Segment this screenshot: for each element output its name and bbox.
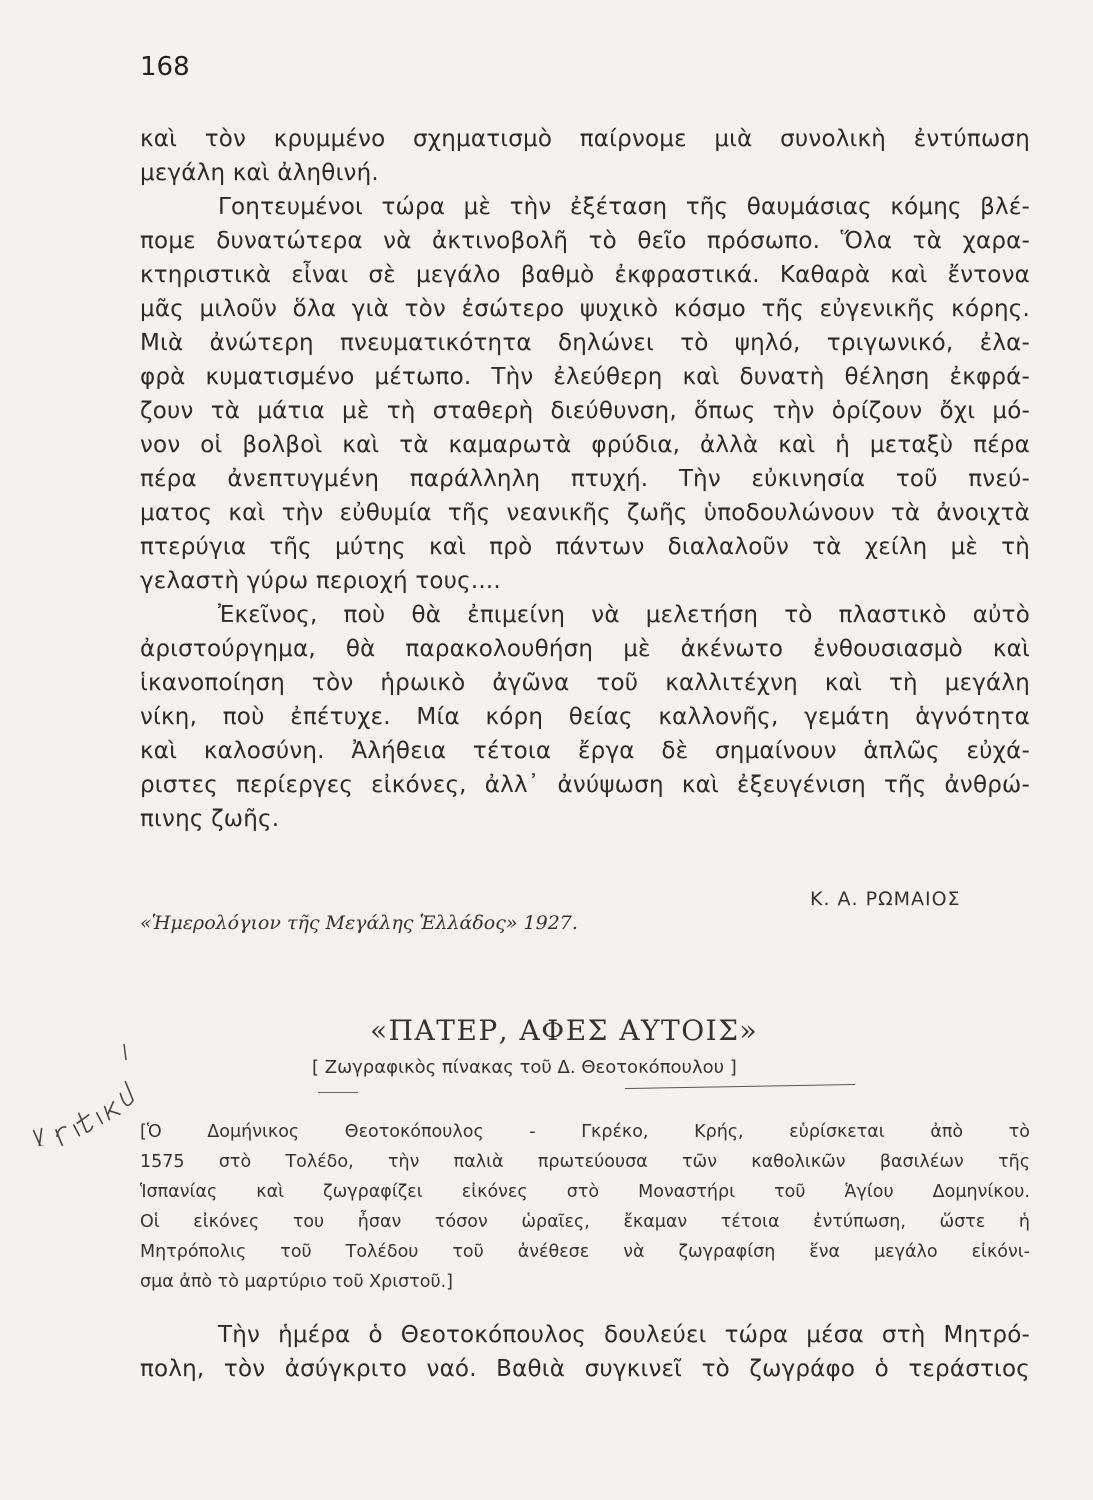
- continuation-text: [140, 1318, 1030, 1386]
- text-line: πινης ζωῆς.: [140, 806, 280, 832]
- note-line: Οἱ εἰκόνες του ἦσαν τόσον ὡραῖες, ἔκαμαν τέτοια ἐντύπωση, ὥστε ἡ: [140, 1212, 1030, 1232]
- text-line: καὶ καλοσύνη. Ἀλήθεια τέτοια ἔργα δὲ σημαίνουν ἁπλῶς εὐχά-: [140, 738, 1030, 764]
- text-line: ριστες περίεργες εἰκόνες, ἀλλ᾽ ἀνύψωση καὶ ἐξευγένιση τῆς ἀνθρώ-: [140, 772, 1030, 798]
- handwriting-stroke: [54, 1125, 74, 1146]
- text-line: ζουν τὰ μάτια μὲ τὴ σταθερὴ διεύθυνση, ὅπως τὴν ὁρίζουν ὄχι μό-: [140, 398, 1030, 424]
- text-line: ἀριστούργημα, θὰ παρακολουθήση μὲ ἀκένωτο ἐνθουσιασμὸ καὶ: [140, 636, 1030, 662]
- handwriting-stroke: [124, 1044, 126, 1060]
- text-line: καὶ τὸν κρυμμένο σχηματισμὸ παίρνομε μιὰ συνολικὴ ἐντύπωση: [140, 126, 1030, 152]
- text-line: πομε δυνατώτερα νὰ ἀκτινοβολῆ τὸ θεῖο πρόσωπο. Ὅλα τὰ χαρα-: [140, 228, 1030, 254]
- text-line: Μιὰ ἀνώτερη πνευματικότητα δηλώνει τὸ ψηλό, τριγωνικό, ἐλα-: [140, 330, 1030, 356]
- text-line: κτηριστικὰ εἶναι σὲ μεγάλο βαθμὸ ἐκφραστικά. Καθαρὰ καὶ ἔντονα: [140, 262, 1030, 288]
- section-subtitle: [ Ζωγραφικὸς πίνακας τοῦ Δ. Θεοτοκόπουλου ]: [312, 1057, 737, 1078]
- handwriting-stroke: [116, 1082, 136, 1107]
- text-line: Τὴν ἡμέρα ὁ Θεοτοκόπουλος δουλεύει τώρα μέσα στὴ Μητρό-: [218, 1322, 1030, 1348]
- note-line: σμα ἀπὸ τὸ μαρτύριο τοῦ Χριστοῦ.]: [140, 1272, 454, 1292]
- source-citation: «Ἡμερολόγιον τῆς Μεγάλης Ἑλλάδος» 1927.: [140, 912, 578, 934]
- text-line: φρὰ κυματισμένο μέτωπο. Τὴν ἐλεύθερη καὶ δυνατὴ θέληση ἐκφρά-: [140, 364, 1030, 390]
- note-line: [Ὁ Δομήνικος Θεοτοκόπουλος - Γκρέκο, Κρής, εὑρίσκεται ἀπὸ τὸ: [140, 1122, 1030, 1142]
- text-line: Γοητευμένοι τώρα μὲ τὴν ἐξέταση τῆς θαυμάσιας κόμης βλέ-: [218, 194, 1030, 220]
- note-line: Μητρόπολις τοῦ Τολέδου τοῦ ἀνέθεσε νὰ ζωγραφίση ἕνα μεγάλο εἰκόνι-: [140, 1242, 1030, 1262]
- page-number: 168: [140, 52, 190, 82]
- handwriting-stroke: [103, 1102, 120, 1120]
- text-line: πέρα ἀνεπτυγμένη παράλληλη πτυχή. Τὴν εὐκινησία τοῦ πνεύ-: [140, 466, 1030, 492]
- text-line: μεγάλη καὶ ἀληθινή.: [140, 160, 379, 186]
- text-line: Ἐκεῖνος, ποὺ θὰ ἐπιμείνη νὰ μελετήση τὸ πλαστικὸ αὐτὸ: [218, 602, 1030, 628]
- text-line: ἱκανοποίηση τὸν ἡρωικὸ ἀγῶνα τοῦ καλλιτέχνη καὶ τὴ μεγάλη: [140, 670, 1030, 696]
- text-line: νίκη, ποὺ ἐπέτυχε. Μία κόρη θείας καλλονῆς, γεμάτη ἁγνότητα: [140, 704, 1030, 730]
- main-text: [140, 122, 1030, 836]
- handwriting-stroke: [97, 1113, 103, 1124]
- text-line: πτερύγια τῆς μύτης καὶ πρὸ πάντων διαλαλοῦν τὰ χείλη μὲ τὴ: [140, 534, 1030, 560]
- text-line: γελαστὴ γύρω περιοχή τους....: [140, 568, 501, 594]
- handwriting-stroke: [74, 1125, 80, 1136]
- text-line: νον οἱ βολβοὶ καὶ τὰ καμαρωτὰ φρύδια, ἀλλὰ καὶ ἡ μεταξὺ πέρα: [140, 432, 1030, 458]
- editorial-note: [140, 1117, 1030, 1297]
- text-line: μᾶς μιλοῦν ὅλα γιὰ τὸν ἐσώτερο ψυχικὸ κόσμο τῆς εὐγενικῆς κόρης.: [140, 296, 1030, 322]
- pencil-dash: [318, 1092, 358, 1093]
- note-line: Ἱσπανίας καὶ ζωγραφίζει εἰκόνες στὸ Μοναστήρι τοῦ Ἁγίου Δομηνίκου.: [140, 1182, 1030, 1202]
- text-line: πολη, τὸν ἀσύγκριτο ναό. Βαθιὰ συγκινεῖ τὸ ζωγράφο ὁ τεράστιος: [140, 1356, 1030, 1382]
- author-signature: Κ. Α. ΡΩΜΑΙΟΣ: [810, 888, 961, 910]
- note-line: 1575 στὸ Τολέδο, τὴν παλιὰ πρωτεύουσα τῶν καθολικῶν βασιλέων τῆς: [140, 1152, 1030, 1172]
- handwritten-margin-note: [6, 1036, 146, 1146]
- text-line: ματος καὶ τὴν εὐθυμία τῆς νεανικῆς ζωῆς ὑποδουλώνουν τὰ ἀνοιχτὰ: [140, 500, 1030, 526]
- pencil-underline: [625, 1084, 855, 1089]
- section-title: «ΠΑΤΕΡ, ΑΦΕΣ ΑΥΤΟΙΣ»: [370, 1014, 759, 1047]
